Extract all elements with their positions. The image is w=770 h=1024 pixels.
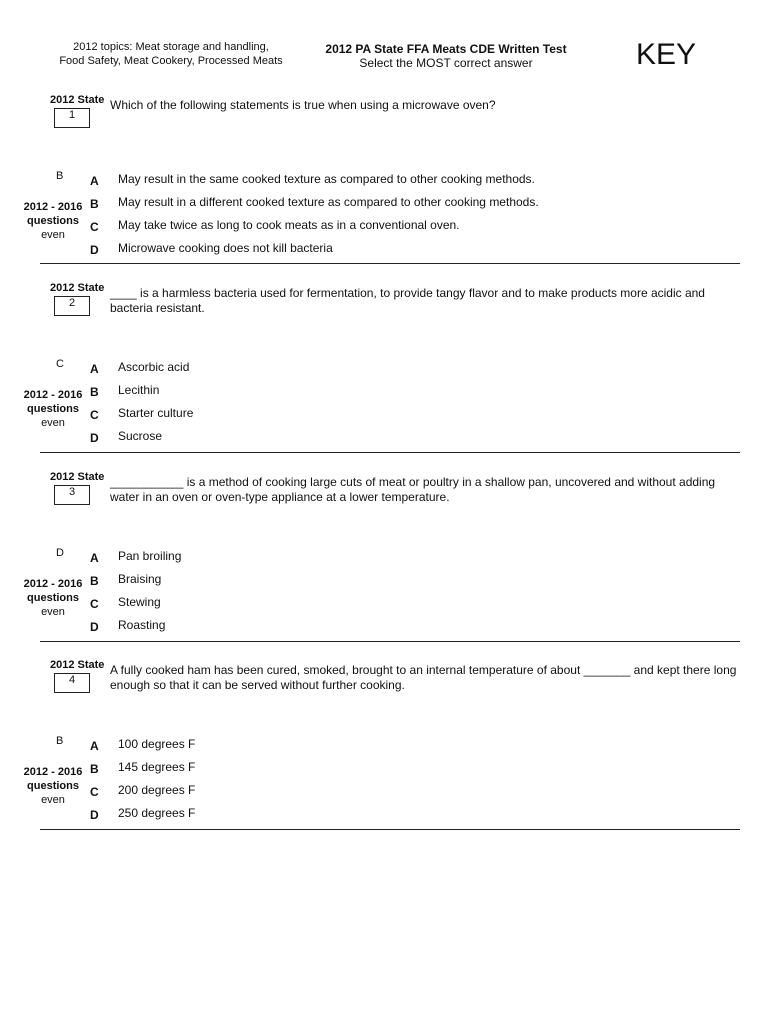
test-title-block xyxy=(300,42,592,70)
question-block xyxy=(0,94,770,279)
option-letter: D xyxy=(90,431,99,445)
question-text: Which of the following statements is true when using a microwave oven? xyxy=(110,98,496,112)
option-text: 200 degrees F xyxy=(118,783,196,797)
answer-key: D xyxy=(56,547,64,559)
option-letter: B xyxy=(90,385,99,399)
divider xyxy=(40,641,740,642)
question-number-box: 2 xyxy=(54,296,90,316)
answer-key: B xyxy=(56,170,64,182)
question-block xyxy=(0,282,770,467)
divider xyxy=(40,452,740,453)
option-letter: D xyxy=(90,620,99,634)
state-label: 2012 State xyxy=(50,94,105,106)
key-label: KEY xyxy=(636,38,697,71)
state-label: 2012 State xyxy=(50,659,105,671)
option-letter: C xyxy=(90,220,99,234)
year-range-note xyxy=(18,577,88,619)
year-range: 2012 - 2016 xyxy=(23,389,83,401)
option-letter: B xyxy=(90,197,99,211)
questions-label: questions xyxy=(27,215,79,227)
divider xyxy=(40,829,740,830)
parity-label: even xyxy=(41,606,65,618)
divider xyxy=(40,263,740,264)
question-number-box: 3 xyxy=(54,485,90,505)
option-text: May take twice as long to cook meats as in a conventional oven. xyxy=(118,218,460,232)
state-label: 2012 State xyxy=(50,282,105,294)
parity-label: even xyxy=(41,794,65,806)
option-text: Starter culture xyxy=(118,406,194,420)
question-number-box: 1 xyxy=(54,108,90,128)
option-text: Pan broiling xyxy=(118,549,182,563)
option-letter: C xyxy=(90,408,99,422)
answer-key: B xyxy=(56,735,64,747)
option-letter: D xyxy=(90,808,99,822)
test-title: 2012 PA State FFA Meats CDE Written Test xyxy=(325,42,567,56)
question-number-box: 4 xyxy=(54,673,90,693)
year-range-note xyxy=(18,388,88,430)
topics-note xyxy=(40,40,302,68)
option-letter: C xyxy=(90,785,99,799)
option-letter: B xyxy=(90,762,99,776)
option-text: May result in a different cooked texture as compared to other cooking methods. xyxy=(118,195,539,209)
year-range: 2012 - 2016 xyxy=(23,201,83,213)
parity-label: even xyxy=(41,417,65,429)
option-letter: C xyxy=(90,597,99,611)
option-text: Sucrose xyxy=(118,429,163,443)
option-letter: A xyxy=(90,174,99,188)
option-letter: D xyxy=(90,243,99,257)
option-text: 145 degrees F xyxy=(118,760,196,774)
option-text: Microwave cooking does not kill bacteria xyxy=(118,241,333,255)
option-text: Stewing xyxy=(118,595,161,609)
questions-label: questions xyxy=(27,403,79,415)
option-text: Braising xyxy=(118,572,162,586)
option-text: Lecithin xyxy=(118,383,160,397)
questions-label: questions xyxy=(27,592,79,604)
questions-label: questions xyxy=(27,780,79,792)
option-letter: A xyxy=(90,362,99,376)
option-text: Roasting xyxy=(118,618,166,632)
question-block xyxy=(0,659,770,844)
option-letter: A xyxy=(90,739,99,753)
question-block xyxy=(0,471,770,656)
option-text: 100 degrees F xyxy=(118,737,196,751)
question-text: ____ is a harmless bacteria used for fermentation, to provide tangy flavor and to make products more acidic and bacteria resistant. xyxy=(110,286,705,315)
test-subtitle: Select the MOST correct answer xyxy=(359,56,533,70)
year-range: 2012 - 2016 xyxy=(23,766,83,778)
year-range-note xyxy=(18,765,88,807)
option-letter: A xyxy=(90,551,99,565)
option-text: May result in the same cooked texture as compared to other cooking methods. xyxy=(118,172,535,186)
topics-line-2: Food Safety, Meat Cookery, Processed Meats xyxy=(59,55,283,67)
option-text: 250 degrees F xyxy=(118,806,196,820)
option-letter: B xyxy=(90,574,99,588)
year-range-note xyxy=(18,200,88,242)
parity-label: even xyxy=(41,229,65,241)
option-text: Ascorbic acid xyxy=(118,360,190,374)
question-text: A fully cooked ham has been cured, smoked, brought to an internal temperature of about _______ and kept there long enough so that it can be served without further cooking. xyxy=(110,663,737,692)
year-range: 2012 - 2016 xyxy=(23,578,83,590)
topics-line-1: 2012 topics: Meat storage and handling, xyxy=(73,41,269,53)
answer-key: C xyxy=(56,358,64,370)
state-label: 2012 State xyxy=(50,471,105,483)
question-text: ___________ is a method of cooking large cuts of meat or poultry in a shallow pan, uncovered and without adding water in an oven or oven-type appliance at a lower temperature. xyxy=(110,475,716,504)
